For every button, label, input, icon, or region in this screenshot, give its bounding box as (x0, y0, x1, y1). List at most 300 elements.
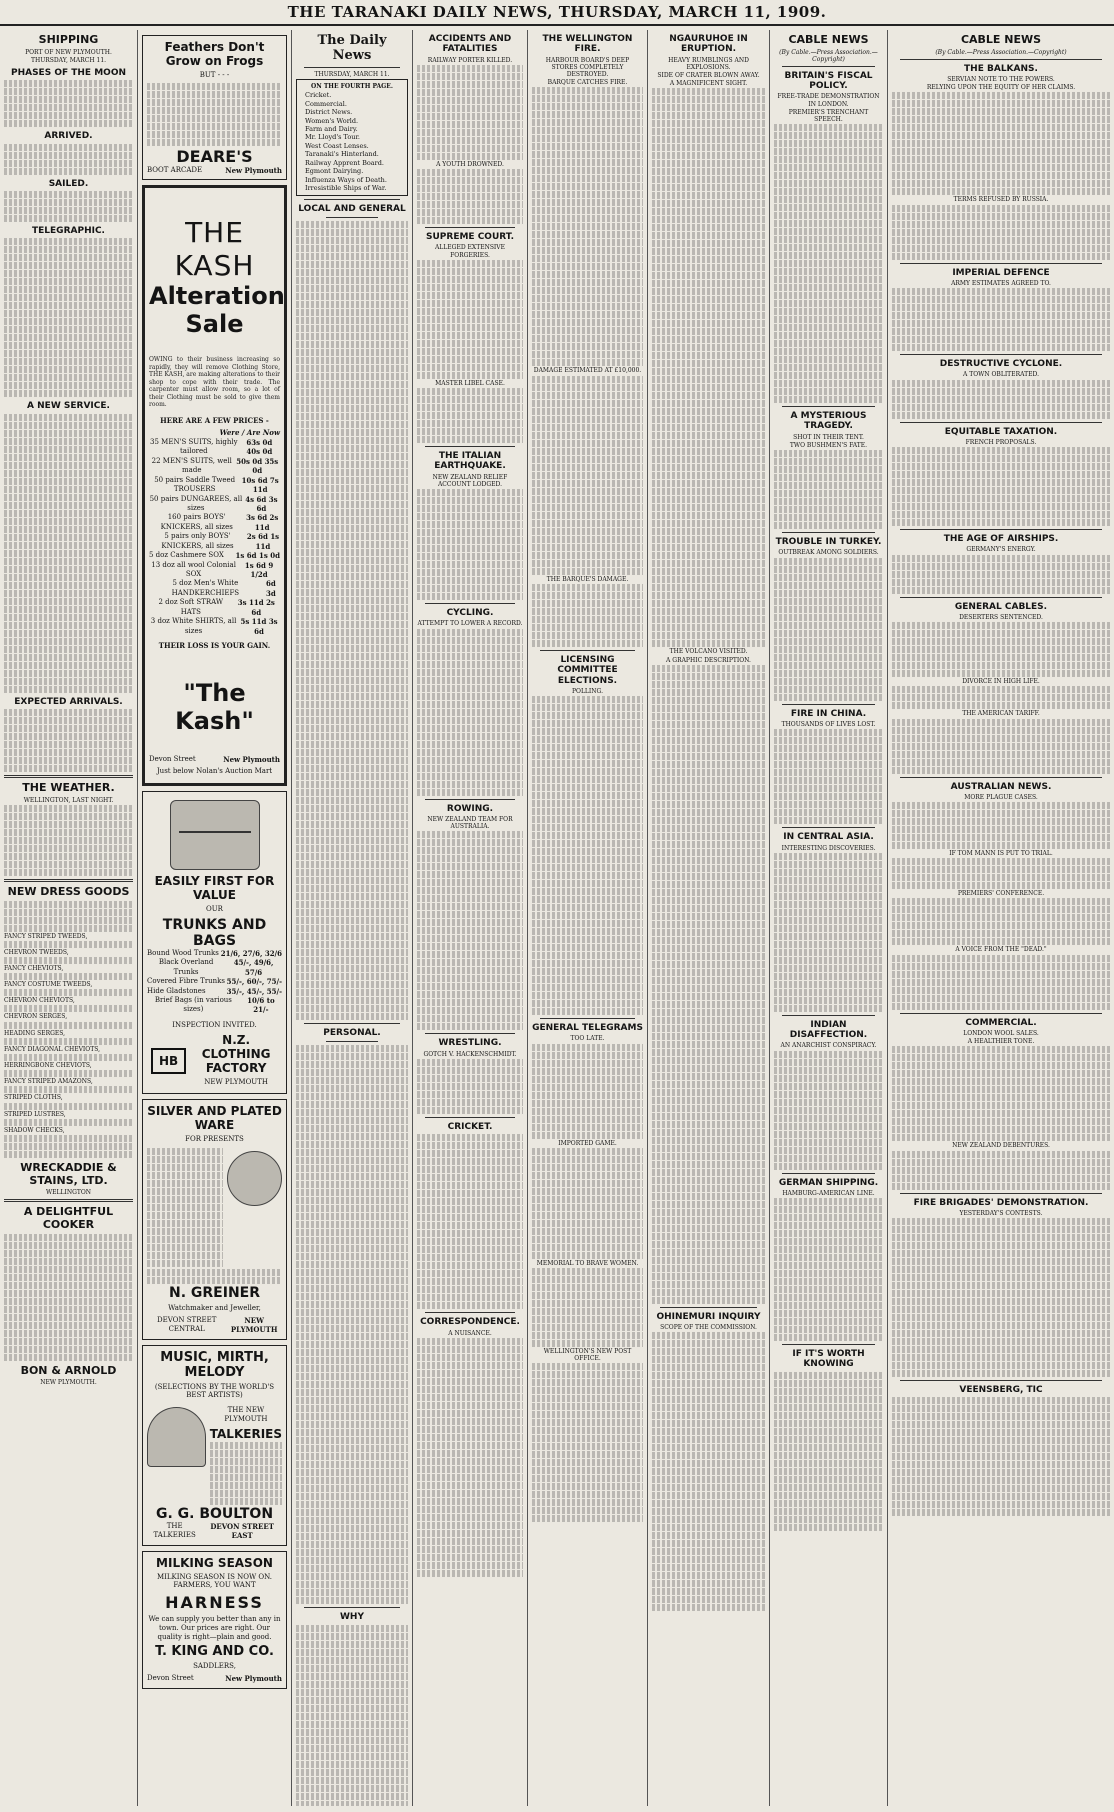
column-7 (770, 30, 888, 1806)
text-line (4, 96, 133, 103)
deare-name: DEARE'S (176, 146, 253, 166)
text-line (532, 880, 643, 887)
contents-item: District News. (305, 108, 353, 117)
text-line (774, 1286, 883, 1293)
text-line (652, 913, 765, 920)
frogs-but: BUT - - - (199, 71, 230, 79)
text-line (532, 159, 643, 166)
text-line (532, 1467, 643, 1474)
text-line (652, 745, 765, 752)
text-line (892, 987, 1110, 994)
text-line (296, 1429, 408, 1436)
text-line (774, 1334, 883, 1341)
text-line (774, 614, 883, 621)
text-line (652, 673, 765, 680)
text-line (892, 638, 1110, 645)
text-line (147, 1204, 223, 1211)
text-line (774, 148, 883, 155)
text-line (296, 693, 408, 700)
text-line (4, 215, 133, 222)
text-line (774, 140, 883, 147)
text-line (296, 333, 408, 340)
text-line (296, 533, 408, 540)
text-line (296, 309, 408, 316)
text-line (4, 374, 133, 381)
too-late-sub: TOO LATE. (570, 1035, 605, 1043)
price-row: 5 doz Men's White HANDKERCHIEFS 6d 3d (171, 579, 276, 598)
text-line (147, 1196, 223, 1203)
text-line (892, 1322, 1110, 1329)
text-line (774, 1444, 883, 1451)
text-line (774, 1083, 883, 1090)
text-line (4, 80, 133, 87)
text-line (652, 216, 765, 223)
text-line (296, 765, 408, 772)
contents-list (299, 91, 405, 192)
text-line (532, 119, 643, 126)
text-line (892, 1175, 1110, 1182)
date-line: THURSDAY, MARCH 11. (314, 70, 390, 78)
hamburg-sub: HAMBURG-AMERICAN LINE. (782, 1189, 875, 1197)
text-line (892, 1258, 1110, 1265)
text-line (652, 1540, 765, 1547)
text-line (774, 769, 883, 776)
text-line (652, 576, 765, 583)
text-line (4, 1143, 133, 1150)
text-line (147, 1252, 223, 1259)
text-line (652, 1225, 765, 1232)
text-line (532, 616, 643, 623)
text-line (532, 151, 643, 158)
text-line (4, 1242, 133, 1249)
kash-street: Devon Street (149, 754, 196, 763)
text-line (296, 1737, 408, 1744)
text-line (532, 319, 643, 326)
text-line (4, 414, 133, 421)
text-line (652, 336, 765, 343)
bushmen-sub: TWO BUSHMEN'S FATE. (789, 441, 868, 449)
text-line (652, 312, 765, 319)
text-line (532, 792, 643, 799)
text-line (774, 893, 883, 900)
column-3 (292, 30, 413, 1806)
text-line (4, 989, 133, 996)
text-line (532, 1316, 643, 1323)
text-line (774, 1091, 883, 1098)
text-line (652, 552, 765, 559)
post-office-sub: WELLINGTON'S NEW POST OFFICE. (543, 1347, 632, 1363)
text-line (296, 1053, 408, 1060)
text-line (532, 888, 643, 895)
text-line (296, 1705, 408, 1712)
text-line (296, 1477, 408, 1484)
text-line (532, 784, 643, 791)
text-line (296, 605, 408, 612)
text-line (652, 1177, 765, 1184)
king-place: New Plymouth (225, 1674, 282, 1684)
text-line (532, 1132, 643, 1139)
text-line (417, 73, 523, 80)
text-line (296, 813, 408, 820)
imperial-defence-heading: IMPERIAL DEFENCE (952, 267, 1050, 278)
relying-sub: RELYING UPON THE EQUITY OF HER CLAIMS. (926, 84, 1076, 92)
text-line (417, 1174, 523, 1181)
text-line (652, 1500, 765, 1507)
text-line (417, 749, 523, 756)
text-line (417, 420, 523, 427)
text-line (417, 1538, 523, 1545)
text-line (296, 1525, 408, 1532)
fourth-page-heading: ON THE FOURTH PAGE. (311, 83, 393, 91)
dress-line: FANCY STRIPED AMAZONS, (4, 1078, 93, 1086)
text-line (296, 261, 408, 268)
text-line (774, 1238, 883, 1245)
text-line (652, 1017, 765, 1024)
trunk-row: Brief Bags (in various sizes) 10/6 to 21/- (154, 995, 275, 1015)
text-line (652, 1105, 765, 1112)
easily-first: EASILY FIRST FOR VALUE (154, 874, 275, 902)
text-line (417, 1466, 523, 1473)
text-line (532, 1387, 643, 1394)
text-line (774, 1067, 883, 1074)
text-line (532, 496, 643, 503)
trunk-row: Bound Wood Trunks 21/6, 27/6, 32/6 (147, 948, 282, 958)
text-line (532, 968, 643, 975)
text-line (417, 863, 523, 870)
harness-advert (142, 1551, 287, 1689)
text-line (892, 116, 1110, 123)
dress-line: STRIPED LUSTRES, (4, 1110, 66, 1118)
ngauruhoe-sub: HEAVY RUMBLINGS AND EXPLOSIONS. (668, 56, 749, 71)
text-line (296, 477, 408, 484)
text-line (296, 1357, 408, 1364)
text-line (532, 1308, 643, 1315)
text-line (296, 549, 408, 556)
text-line (4, 1330, 133, 1337)
text-line (774, 1404, 883, 1411)
hb-logo: HB (151, 1048, 186, 1074)
text-line (532, 167, 643, 174)
text-line (652, 304, 765, 311)
army-sub: ARMY ESTIMATES AGREED TO. (951, 279, 1051, 287)
text-line (296, 781, 408, 788)
text-line (774, 761, 883, 768)
text-line (892, 1110, 1110, 1117)
text-line (652, 1468, 765, 1475)
text-line (532, 207, 643, 214)
text-line (417, 577, 523, 584)
text-line (892, 743, 1110, 750)
text-line (774, 276, 883, 283)
text-line (532, 1403, 643, 1410)
text-line (652, 136, 765, 143)
text-line (4, 853, 133, 860)
shot-sub: SHOT IN THEIR TENT. (793, 433, 864, 441)
text-line (532, 392, 643, 399)
king-name: T. KING AND CO. (155, 1644, 274, 1660)
forgeries-sub: ALLEGED EXTENSIVE FORGERIES. (434, 244, 506, 259)
text-line (296, 589, 408, 596)
text-line (4, 278, 133, 285)
text-line (4, 112, 133, 119)
text-line (296, 253, 408, 260)
text-line (774, 1460, 883, 1467)
text-line (417, 1007, 523, 1014)
text-line (892, 1159, 1110, 1166)
text-line (4, 294, 133, 301)
text-line (652, 961, 765, 968)
text-line (652, 881, 765, 888)
text-line (4, 765, 133, 772)
text-line (4, 382, 133, 389)
text-line (774, 1075, 883, 1082)
text-line (652, 681, 765, 688)
price-row: 2 doz Soft STRAW HATS 3s 11d 2s 6d (158, 598, 275, 617)
text-line (892, 1330, 1110, 1337)
fiscal-heading: BRITAIN'S FISCAL POLICY. (784, 70, 873, 91)
text-line (532, 736, 643, 743)
text-line (774, 933, 883, 940)
text-line (4, 686, 133, 693)
text-line (892, 563, 1110, 570)
text-line (532, 1244, 643, 1251)
price-row: 50 pairs Saddle Tweed TROUSERS 10s 6d 7s 11d (154, 475, 279, 495)
text-line (774, 244, 883, 251)
text-line (532, 95, 643, 102)
trunk-illustration (170, 800, 260, 870)
text-line (532, 776, 643, 783)
text-line (296, 1173, 408, 1180)
text-line (652, 1364, 765, 1371)
text-line (652, 777, 765, 784)
text-line (774, 1155, 883, 1162)
text-line (417, 1206, 523, 1213)
text-line (652, 729, 765, 736)
text-line (210, 1474, 282, 1481)
text-line (532, 904, 643, 911)
text-line (774, 316, 883, 323)
text-line (892, 1445, 1110, 1452)
text-line (4, 358, 133, 365)
text-line (532, 808, 643, 815)
text-line (4, 741, 133, 748)
price-row: 35 MEN'S SUITS, highly tailored 63s 0d 40s 0d (150, 437, 273, 457)
text-line (892, 1485, 1110, 1492)
text-line (774, 1492, 883, 1499)
text-line (652, 1025, 765, 1032)
shipping-date: THURSDAY, MARCH 11. (30, 56, 107, 64)
text-line (417, 201, 523, 208)
text-line (892, 1062, 1110, 1069)
text-line (652, 921, 765, 928)
text-line (417, 1270, 523, 1277)
text-line (417, 1286, 523, 1293)
text-line (417, 1278, 523, 1285)
text-line (892, 511, 1110, 518)
text-line (417, 1246, 523, 1253)
teapot-illustration (227, 1151, 282, 1206)
text-line (652, 400, 765, 407)
text-line (417, 209, 523, 216)
text-line (532, 1324, 643, 1331)
text-line (652, 472, 765, 479)
deare-place: New Plymouth (225, 165, 282, 175)
text-line (652, 240, 765, 247)
text-line (296, 1197, 408, 1204)
text-line (296, 1793, 408, 1800)
text-line (296, 1133, 408, 1140)
text-line (774, 1270, 883, 1277)
shipping-heading: SHIPPING (38, 33, 99, 46)
text-line (892, 810, 1110, 817)
text-line (296, 893, 408, 900)
graphic-sub: A GRAPHIC DESCRIPTION. (666, 656, 751, 664)
text-line (296, 1753, 408, 1760)
text-line (532, 215, 643, 222)
milking-sub: MILKING SEASON IS NOW ON. FARMERS, YOU WANT (156, 1572, 273, 1590)
text-line (296, 301, 408, 308)
text-line (296, 709, 408, 716)
text-line (652, 448, 765, 455)
text-line (532, 1204, 643, 1211)
text-line (652, 352, 765, 359)
text-line (417, 177, 523, 184)
text-line (774, 372, 883, 379)
text-line (532, 472, 643, 479)
text-line (4, 326, 133, 333)
text-line (4, 1314, 133, 1321)
text-line (296, 773, 408, 780)
earthquake-heading: THE ITALIAN EARTHQUAKE. (434, 450, 506, 472)
text-line (532, 1419, 643, 1426)
wrestling-heading: WRESTLING. (438, 1038, 502, 1049)
text-line (892, 1413, 1110, 1420)
text-line (532, 824, 643, 831)
text-line (532, 239, 643, 246)
harbour-sub: HARBOUR BOARD'S DEEP STORES COMPLETELY DESTROYED. (545, 56, 630, 79)
text-line (892, 858, 1110, 865)
text-line (4, 1005, 133, 1012)
text-line (147, 99, 282, 106)
text-line (532, 183, 643, 190)
rowing-heading: ROWING. (446, 803, 494, 814)
text-line (892, 237, 1110, 244)
text-line (296, 1501, 408, 1508)
text-line (4, 662, 133, 669)
text-line (892, 955, 1110, 962)
text-line (532, 928, 643, 935)
text-line (774, 745, 883, 752)
text-line (532, 952, 643, 959)
text-line (652, 1556, 765, 1563)
imported-game-sub: IMPORTED GAME. (558, 1139, 617, 1147)
talkeries-advert (142, 1345, 287, 1546)
text-line (147, 1269, 282, 1276)
text-line (296, 1333, 408, 1340)
text-line (892, 686, 1110, 693)
text-line (532, 175, 643, 182)
trunks-advert (142, 791, 287, 1094)
shipping-subheading: PORT OF NEW PLYMOUTH. (25, 48, 112, 56)
text-line (4, 1282, 133, 1289)
text-line (532, 424, 643, 431)
text-line (532, 584, 643, 591)
text-line (4, 941, 133, 948)
text-line (774, 522, 883, 529)
text-line (532, 720, 643, 727)
text-line (296, 741, 408, 748)
text-line (774, 590, 883, 597)
text-line (417, 1294, 523, 1301)
text-line (532, 359, 643, 366)
taxation-heading: EQUITABLE TAXATION. (944, 426, 1058, 437)
text-line (532, 864, 643, 871)
text-line (892, 555, 1110, 562)
text-line (774, 566, 883, 573)
text-line (417, 396, 523, 403)
text-line (4, 845, 133, 852)
text-line (296, 885, 408, 892)
text-line (652, 1420, 765, 1427)
text-line (892, 670, 1110, 677)
text-line (774, 737, 883, 744)
text-line (892, 253, 1110, 260)
text-line (652, 1193, 765, 1200)
text-line (652, 1476, 765, 1483)
text-line (652, 200, 765, 207)
text-line (892, 1046, 1110, 1053)
text-line (4, 238, 133, 245)
text-line (417, 685, 523, 692)
text-line (296, 805, 408, 812)
polling-sub: POLLING. (571, 687, 604, 695)
text-line (417, 831, 523, 838)
text-line (417, 284, 523, 291)
text-line (417, 137, 523, 144)
text-line (652, 504, 765, 511)
text-line (4, 973, 133, 980)
text-line (652, 384, 765, 391)
text-line (532, 1156, 643, 1163)
text-line (532, 760, 643, 767)
text-line (296, 1573, 408, 1580)
text-line (4, 1306, 133, 1313)
text-line (417, 260, 523, 267)
text-line (774, 156, 883, 163)
china-heading: FIRE IN CHINA. (790, 708, 867, 719)
text-line (296, 837, 408, 844)
text-line (417, 1134, 523, 1141)
text-line (532, 440, 643, 447)
text-line (892, 296, 1110, 303)
text-line (652, 440, 765, 447)
gramophone-illustration (147, 1407, 206, 1467)
text-line (652, 689, 765, 696)
text-line (892, 205, 1110, 212)
trunk-row: Black Overland Trunks 45/-, 49/6, 57/6 (158, 958, 274, 977)
text-line (532, 263, 643, 270)
text-line (774, 388, 883, 395)
deare-advert (142, 35, 287, 180)
text-line (4, 526, 133, 533)
text-line (4, 144, 133, 151)
text-line (296, 997, 408, 1004)
text-line (532, 87, 643, 94)
text-line (417, 1059, 523, 1066)
text-line (652, 1596, 765, 1603)
text-line (892, 1437, 1110, 1444)
text-line (652, 408, 765, 415)
